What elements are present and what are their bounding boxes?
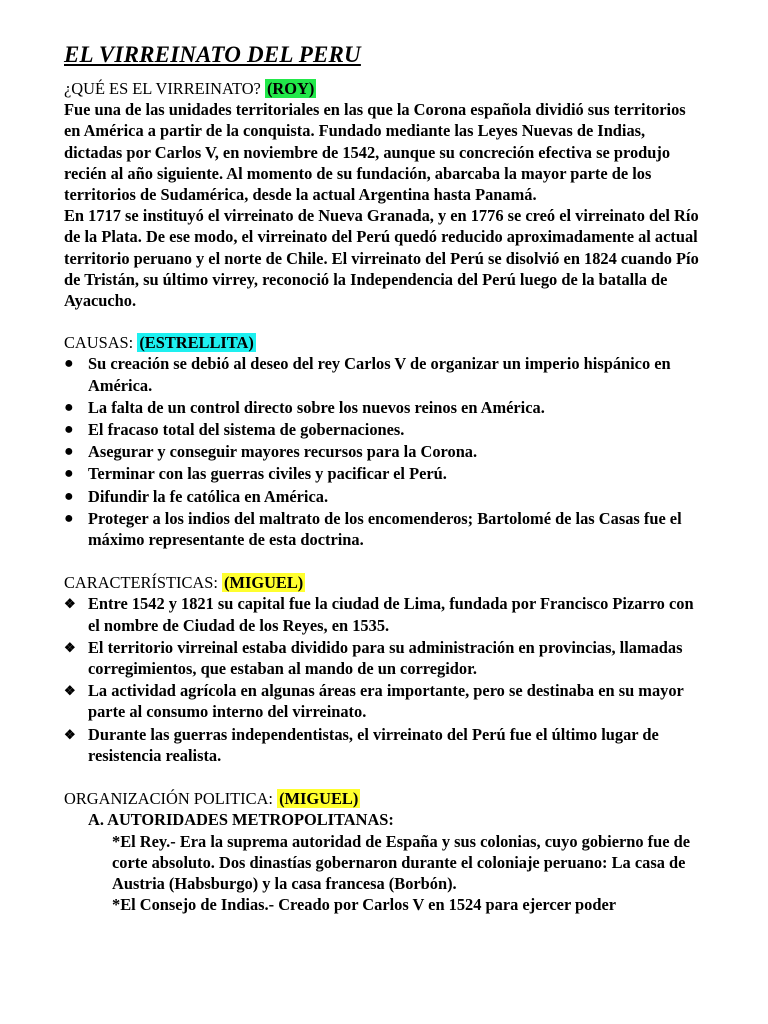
list-item: ● Su creación se debió al deseo del rey Carlos V de organizar un imperio hispánico en América. xyxy=(64,354,671,395)
entry-consejo-de-indias: *El Consejo de Indias.- Creado por Carlos V en 1524 para ejercer poder xyxy=(112,895,617,915)
section-heading-caracteristicas xyxy=(64,572,704,593)
bullet-diamond-icon: ❖ xyxy=(64,683,75,699)
list-item: ● Asegurar y conseguir mayores recursos para la Corona. xyxy=(64,442,478,462)
heading-text: CAUSAS: xyxy=(64,333,134,353)
causas-list xyxy=(64,353,704,550)
list-item: ● Terminar con las guerras civiles y pacificar el Perú. xyxy=(64,464,447,484)
bullet-diamond-icon: ❖ xyxy=(64,639,75,655)
bullet-dot-icon: ● xyxy=(64,509,74,527)
document-body xyxy=(64,78,704,915)
list-item: ❖ Entre 1542 y 1821 su capital fue la ciudad de Lima, fundada por Francisco Pizarro con el nombre de Ciudad de los Reyes, en 1535. xyxy=(64,594,694,635)
bullet-diamond-icon: ❖ xyxy=(64,726,75,742)
bullet-dot-icon: ● xyxy=(64,355,74,373)
heading-text: CARACTERÍSTICAS: xyxy=(64,573,218,593)
bullet-dot-icon: ● xyxy=(64,465,74,483)
author-tag-miguel: (MIGUEL) xyxy=(224,573,304,593)
document-title: EL VIRREINATO DEL PERU xyxy=(64,42,361,67)
list-item: ● El fracaso total del sistema de gobernaciones. xyxy=(64,420,405,440)
author-tag-miguel: (MIGUEL) xyxy=(279,789,359,809)
list-item: ❖ El territorio virreinal estaba dividido para su administración en provincias, llamadas corregimientos, que estaban al mando de un corregidor. xyxy=(64,637,683,679)
entry-el-rey: *El Rey.- Era la suprema autoridad de España y sus colonias, cuyo gobierno fue de corte absoluto. Dos dinastías gobernaron durante el coloniaje peruano: La casa de Austria (Habsburgo) y la casa francesa (Borbón). xyxy=(112,831,690,893)
list-item: ❖ Durante las guerras independentistas, el virreinato del Perú fue el último lugar de resistencia realista. xyxy=(64,724,659,765)
list-item: ● La falta de un control directo sobre los nuevos reinos en América. xyxy=(64,397,545,417)
bullet-dot-icon: ● xyxy=(64,487,74,505)
intro-paragraph-1: Fue una de las unidades territoriales en las que la Corona española dividió sus territorios en América a partir de la conquista. Fundado mediante las Leyes Nuevas de Indias, dictadas por Carlos V, en noviembre de 1542, aunque su concreción efectiva se produjo recién al año siguiente. Al momento de su fundación, abarcaba la mayor parte de los territorios de Sudamérica, desde la actual Argentina hasta Panamá. xyxy=(64,100,686,205)
list-item: ❖ La actividad agrícola en algunas áreas era importante, pero se destinaba en su mayor parte al consumo interno del virreinato. xyxy=(64,681,684,722)
intro-paragraph-2: En 1717 se instituyó el virreinato de Nueva Granada, y en 1776 se creó el virreinato del Río de la Plata. De ese modo, el virreinato del Perú quedó reducido aproximadamente al actual territorio peruano y el norte de Chile. El virreinato del Perú se disolvió en 1824 cuando Pío de Tristán, su último virrey, reconoció la Independencia del Perú luego de la batalla de Ayacucho. xyxy=(64,206,699,311)
list-item: ● Proteger a los indios del maltrato de los encomenderos; Bartolomé de las Casas fue el máximo representante de esta doctrina. xyxy=(64,508,682,550)
section-heading-intro xyxy=(64,78,704,99)
section-heading-causas xyxy=(64,332,704,353)
author-tag-roy: (ROY) xyxy=(266,79,315,98)
section-heading-organizacion xyxy=(64,788,704,809)
list-item: ● Difundir la fe católica en América. xyxy=(64,486,329,506)
bullet-dot-icon: ● xyxy=(64,443,74,461)
caracteristicas-list xyxy=(64,593,704,766)
bullet-dot-icon: ● xyxy=(64,398,74,416)
heading-text: ORGANIZACIÓN POLITICA: xyxy=(64,789,273,809)
heading-text: ¿QUÉ ES EL VIRREINATO? xyxy=(64,79,261,98)
bullet-dot-icon: ● xyxy=(64,421,74,439)
bullet-diamond-icon: ❖ xyxy=(64,596,75,612)
author-tag-estrellita: (ESTRELLITA) xyxy=(139,333,254,353)
subheading-autoridades: A. AUTORIDADES METROPOLITANAS: xyxy=(88,810,394,830)
